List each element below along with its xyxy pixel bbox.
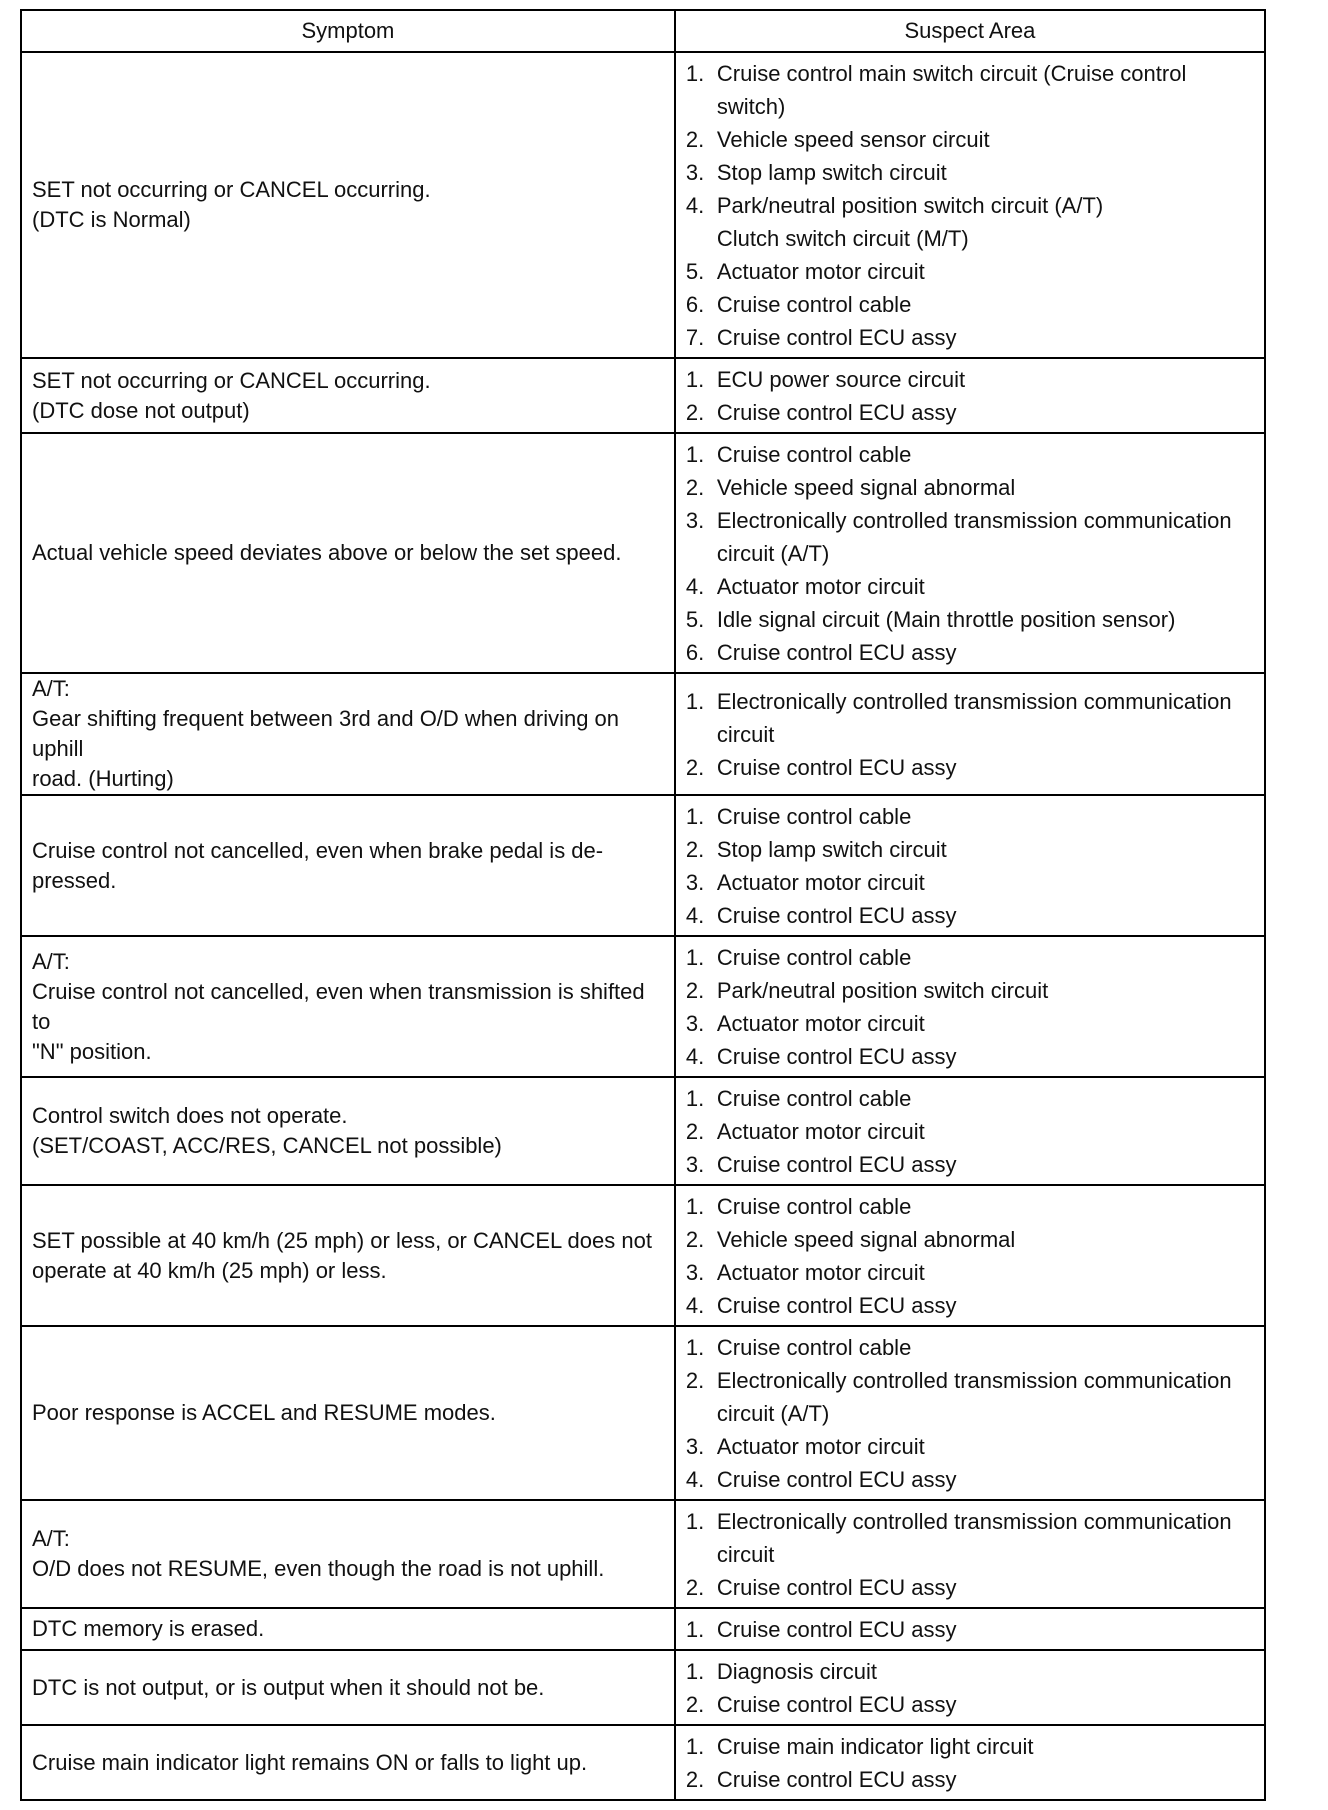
item-number: 4. (685, 193, 705, 218)
item-text: Cruise control ECU assy (716, 1044, 957, 1069)
item-number: 2. (685, 1368, 705, 1393)
item-text: Cruise control cable (716, 1086, 912, 1111)
table-header-row (21, 10, 1265, 52)
symptom-cell: A/T: O/D does not RESUME, even though the road is not uphill. (21, 1500, 675, 1608)
suspect-area-item (686, 1730, 1256, 1763)
item-text: Cruise control ECU assy (716, 1575, 957, 1600)
item-number: 1. (685, 1509, 705, 1534)
suspect-area-item (686, 1571, 1256, 1604)
item-text: Cruise control ECU assy (716, 1617, 957, 1642)
item-text: Stop lamp switch circuit (716, 837, 947, 862)
item-text: Idle signal circuit (Main throttle position sensor) (716, 607, 1176, 632)
item-text: Cruise control main switch circuit (Cruise control switch) (716, 61, 1187, 119)
suspect-area-item (686, 471, 1256, 504)
suspect-area-item (686, 1430, 1256, 1463)
suspect-area-item (686, 603, 1256, 636)
suspect-area-item (686, 1655, 1256, 1688)
suspect-area-cell (675, 1500, 1265, 1608)
item-number: 1. (685, 1617, 705, 1642)
table-row (21, 936, 1265, 1077)
item-number: 2. (685, 1575, 705, 1600)
item-text: Actuator motor circuit (716, 1260, 925, 1285)
symptom-table (20, 9, 1266, 1801)
suspect-area-item (686, 1613, 1256, 1646)
item-text: Cruise control ECU assy (716, 400, 957, 425)
suspect-area-list (686, 1505, 1256, 1604)
suspect-area-item (686, 363, 1256, 396)
suspect-area-item (686, 57, 1256, 123)
item-number: 2. (685, 400, 705, 425)
item-number: 2. (685, 1692, 705, 1717)
suspect-area-item (686, 941, 1256, 974)
table-row (21, 52, 1265, 358)
item-number: 3. (685, 160, 705, 185)
item-text: Electronically controlled transmission communication circuit (A/T) (716, 1368, 1232, 1426)
item-number: 3. (685, 870, 705, 895)
suspect-area-item (686, 866, 1256, 899)
item-text: Cruise control ECU assy (716, 755, 957, 780)
item-number: 4. (685, 1044, 705, 1069)
suspect-area-item (686, 1190, 1256, 1223)
item-number: 5. (685, 607, 705, 632)
symptom-cell: Actual vehicle speed deviates above or below the set speed. (21, 433, 675, 673)
item-text: Cruise control ECU assy (716, 1692, 957, 1717)
item-number: 1. (685, 367, 705, 392)
symptom-cell: DTC memory is erased. (21, 1608, 675, 1650)
suspect-area-cell (675, 1185, 1265, 1326)
item-number: 1. (685, 1194, 705, 1219)
item-text: Electronically controlled transmission communication circuit (716, 689, 1232, 747)
table-row (21, 1326, 1265, 1500)
item-text: Vehicle speed signal abnormal (716, 475, 1016, 500)
table-row (21, 1185, 1265, 1326)
item-text: Cruise control ECU assy (716, 903, 957, 928)
item-number: 1. (685, 61, 705, 86)
item-number: 3. (685, 1152, 705, 1177)
suspect-area-item (686, 1040, 1256, 1073)
suspect-area-item (686, 321, 1256, 354)
item-number: 4. (685, 903, 705, 928)
item-number: 2. (685, 1767, 705, 1792)
item-number: 2. (685, 1119, 705, 1144)
suspect-area-list (686, 941, 1256, 1073)
suspect-area-item (686, 1115, 1256, 1148)
suspect-area-item (686, 1007, 1256, 1040)
suspect-area-list (686, 363, 1256, 429)
suspect-area-item (686, 396, 1256, 429)
item-number: 4. (685, 574, 705, 599)
item-number: 5. (685, 259, 705, 284)
table-row (21, 1608, 1265, 1650)
item-text: Actuator motor circuit (716, 1119, 925, 1144)
suspect-area-item (686, 974, 1256, 1007)
item-text: Cruise control ECU assy (716, 640, 957, 665)
suspect-area-item (686, 1463, 1256, 1496)
item-text: Electronically controlled transmission communication circuit (716, 1509, 1232, 1567)
item-number: 1. (685, 804, 705, 829)
suspect-area-item (686, 751, 1256, 784)
item-number: 4. (685, 1467, 705, 1492)
suspect-area-item (686, 123, 1256, 156)
item-number: 2. (685, 755, 705, 780)
item-number: 1. (685, 1086, 705, 1111)
item-text: Diagnosis circuit (716, 1659, 878, 1684)
suspect-area-cell (675, 433, 1265, 673)
suspect-area-item (686, 288, 1256, 321)
symptom-cell: SET possible at 40 km/h (25 mph) or less, or CANCEL does not operate at 40 km/h (25 mph) or less. (21, 1185, 675, 1326)
item-number: 1. (685, 945, 705, 970)
item-text: Cruise control cable (716, 945, 912, 970)
suspect-area-item (686, 636, 1256, 669)
suspect-area-item (686, 1688, 1256, 1721)
item-text: Cruise control cable (716, 292, 912, 317)
item-number: 2. (685, 1227, 705, 1252)
table-row (21, 433, 1265, 673)
symptom-cell: SET not occurring or CANCEL occurring. (DTC is Normal) (21, 52, 675, 358)
symptom-cell: DTC is not output, or is output when it should not be. (21, 1650, 675, 1725)
item-number: 1. (685, 1335, 705, 1360)
suspect-area-list (686, 800, 1256, 932)
suspect-area-list (686, 1190, 1256, 1322)
suspect-area-item (686, 899, 1256, 932)
item-number: 7. (685, 325, 705, 350)
item-number: 3. (685, 1434, 705, 1459)
suspect-area-item (686, 504, 1256, 570)
table-body (21, 52, 1265, 1800)
item-text: Cruise control cable (716, 1335, 912, 1360)
item-number: 2. (685, 837, 705, 862)
suspect-area-cell (675, 1650, 1265, 1725)
item-text: Stop lamp switch circuit (716, 160, 947, 185)
symptom-cell: Control switch does not operate. (SET/COAST, ACC/RES, CANCEL not possible) (21, 1077, 675, 1185)
item-text: Cruise control cable (716, 1194, 912, 1219)
item-text: Vehicle speed sensor circuit (716, 127, 990, 152)
item-number: 1. (685, 689, 705, 714)
suspect-area-item (686, 800, 1256, 833)
suspect-area-item (686, 255, 1256, 288)
item-number: 4. (685, 1293, 705, 1318)
table-row (21, 358, 1265, 433)
item-text: Park/neutral position switch circuit (716, 978, 1049, 1003)
suspect-area-list (686, 1082, 1256, 1181)
item-number: 6. (685, 640, 705, 665)
item-text: Cruise control cable (716, 804, 912, 829)
suspect-area-cell (675, 795, 1265, 936)
suspect-area-item (686, 1331, 1256, 1364)
item-number: 2. (685, 475, 705, 500)
symptom-cell: Cruise main indicator light remains ON or falls to light up. (21, 1725, 675, 1800)
item-text: Cruise control ECU assy (716, 325, 957, 350)
item-number: 1. (685, 1659, 705, 1684)
item-text: Cruise control ECU assy (716, 1152, 957, 1177)
suspect-area-list (686, 57, 1256, 354)
suspect-area-item (686, 570, 1256, 603)
item-number: 6. (685, 292, 705, 317)
table-row (21, 1725, 1265, 1800)
suspect-area-cell (675, 673, 1265, 795)
suspect-area-item (686, 1505, 1256, 1571)
suspect-area-item (686, 189, 1256, 255)
item-number: 1. (685, 442, 705, 467)
table-row (21, 1077, 1265, 1185)
item-text: Actuator motor circuit (716, 1011, 925, 1036)
item-text: Electronically controlled transmission communication circuit (A/T) (716, 508, 1232, 566)
item-number: 3. (685, 1011, 705, 1036)
item-number: 2. (685, 127, 705, 152)
item-text: Cruise main indicator light circuit (716, 1734, 1034, 1759)
suspect-area-item (686, 1256, 1256, 1289)
item-text: Cruise control ECU assy (716, 1467, 957, 1492)
table-row (21, 1500, 1265, 1608)
suspect-area-item (686, 156, 1256, 189)
suspect-area-item (686, 438, 1256, 471)
suspect-area-item (686, 1289, 1256, 1322)
item-text: Cruise control cable (716, 442, 912, 467)
item-number: 3. (685, 508, 705, 533)
symptom-header: Symptom (21, 10, 675, 52)
item-text: Cruise control ECU assy (716, 1293, 957, 1318)
suspect-area-item (686, 1763, 1256, 1796)
symptom-cell: Poor response is ACCEL and RESUME modes. (21, 1326, 675, 1500)
suspect-area-item (686, 833, 1256, 866)
suspect-area-cell (675, 1725, 1265, 1800)
suspect-area-list (686, 438, 1256, 669)
suspect-area-list (686, 685, 1256, 784)
symptom-cell: A/T: Cruise control not cancelled, even when transmission is shifted to "N" position. (21, 936, 675, 1077)
table-row (21, 795, 1265, 936)
symptom-cell: A/T: Gear shifting frequent between 3rd and O/D when driving on uphill road. (Hurting) (21, 673, 675, 795)
suspect-area-cell (675, 1608, 1265, 1650)
suspect-area-item (686, 1148, 1256, 1181)
suspect-area-list (686, 1730, 1256, 1796)
item-text: Park/neutral position switch circuit (A/T) Clutch switch circuit (M/T) (716, 193, 1104, 251)
suspect-area-cell (675, 52, 1265, 358)
suspect-area-cell (675, 358, 1265, 433)
item-text: Actuator motor circuit (716, 574, 925, 599)
suspect-area-cell (675, 936, 1265, 1077)
suspect-area-list (686, 1655, 1256, 1721)
item-text: Cruise control ECU assy (716, 1767, 957, 1792)
item-number: 1. (685, 1734, 705, 1759)
symptom-cell: SET not occurring or CANCEL occurring. (DTC dose not output) (21, 358, 675, 433)
suspect-area-item (686, 1082, 1256, 1115)
suspect-area-header: Suspect Area (675, 10, 1265, 52)
item-number: 2. (685, 978, 705, 1003)
suspect-area-item (686, 1364, 1256, 1430)
symptom-cell: Cruise control not cancelled, even when brake pedal is de- pressed. (21, 795, 675, 936)
item-text: Vehicle speed signal abnormal (716, 1227, 1016, 1252)
item-text: Actuator motor circuit (716, 1434, 925, 1459)
item-text: Actuator motor circuit (716, 870, 925, 895)
suspect-area-item (686, 1223, 1256, 1256)
table-row (21, 673, 1265, 795)
suspect-area-list (686, 1613, 1256, 1646)
suspect-area-cell (675, 1077, 1265, 1185)
item-text: ECU power source circuit (716, 367, 966, 392)
item-number: 3. (685, 1260, 705, 1285)
item-text: Actuator motor circuit (716, 259, 925, 284)
suspect-area-cell (675, 1326, 1265, 1500)
table-row (21, 1650, 1265, 1725)
suspect-area-list (686, 1331, 1256, 1496)
suspect-area-item (686, 685, 1256, 751)
